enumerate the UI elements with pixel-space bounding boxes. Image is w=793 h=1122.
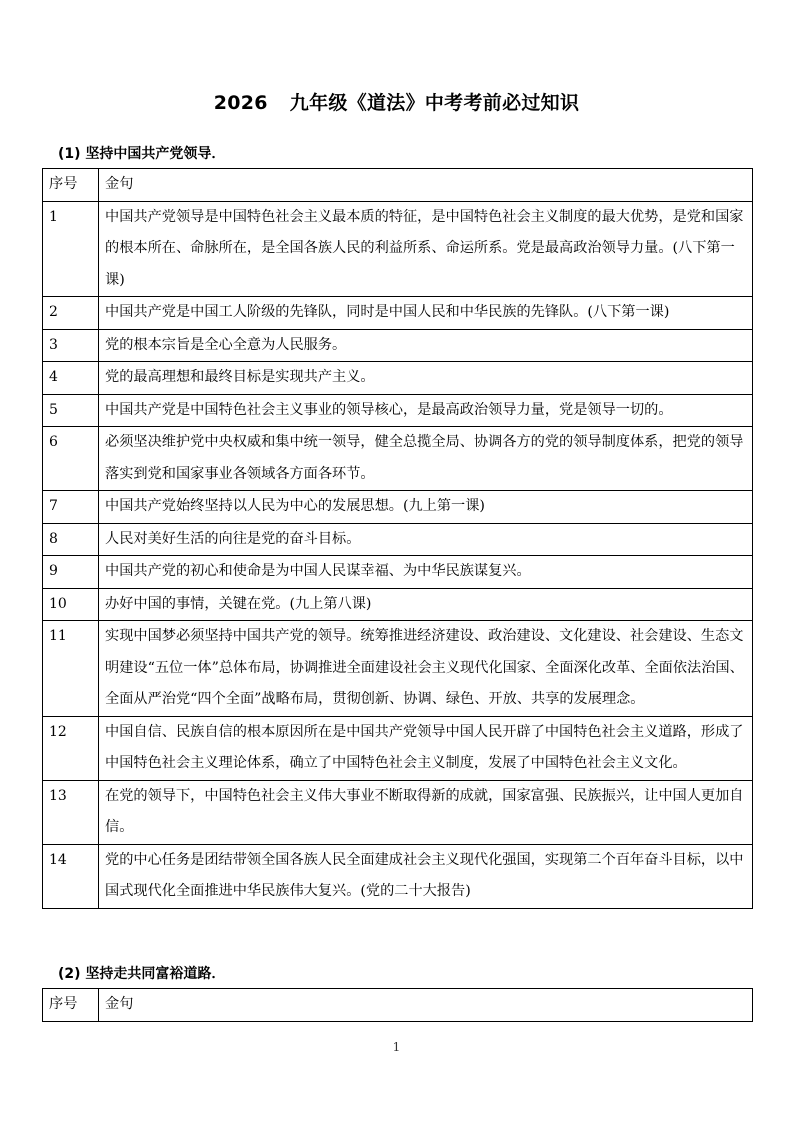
page-number: 1 [392, 1040, 401, 1054]
row-number: 14 [43, 844, 99, 908]
table-row [43, 844, 753, 908]
row-number: 12 [43, 716, 99, 780]
row-text: 在党的领导下，中国特色社会主义伟大事业不断取得新的成就，国家富强、民族振兴，让中国人更加自信。 [99, 780, 753, 844]
row-number: 10 [43, 588, 99, 621]
row-text: 中国共产党始终坚持以人民为中心的发展思想。(九上第一课) [99, 491, 753, 524]
row-number: 1 [43, 201, 99, 297]
table-row [43, 297, 753, 330]
row-text: 党的最高理想和最终目标是实现共产主义。 [99, 362, 753, 395]
row-number: 4 [43, 362, 99, 395]
row-number: 11 [43, 621, 99, 717]
column-header-quote: 金句 [99, 989, 753, 1022]
table-row [43, 491, 753, 524]
table-row [43, 716, 753, 780]
row-text: 中国共产党是中国特色社会主义事业的领导核心，是最高政治领导力量，党是领导一切的。 [99, 394, 753, 427]
row-text: 实现中国梦必须坚持中国共产党的领导。统筹推进经济建设、政治建设、文化建设、社会建设、生态文明建设“五位一体”总体布局，协调推进全面建设社会主义现代化国家、全面深化改革、全面依法治国、全面从严治党“四个全面”战略布局，贯彻创新、协调、绿色、开放、共享的发展理念。 [99, 621, 753, 717]
quotes-table-1 [42, 168, 753, 909]
title-text: 九年级《道法》中考考前必过知识 [289, 92, 580, 114]
table-row [43, 394, 753, 427]
table-row [43, 780, 753, 844]
row-text: 中国共产党的初心和使命是为中国人民谋幸福、为中华民族谋复兴。 [99, 556, 753, 589]
row-text: 中国共产党是中国工人阶级的先锋队，同时是中国人民和中华民族的先锋队。(八下第一课) [99, 297, 753, 330]
table-row [43, 362, 753, 395]
row-number: 3 [43, 329, 99, 362]
row-text: 党的根本宗旨是全心全意为人民服务。 [99, 329, 753, 362]
row-number: 7 [43, 491, 99, 524]
row-text: 中国自信、民族自信的根本原因所在是中国共产党领导中国人民开辟了中国特色社会主义道路，形成了中国特色社会主义理论体系，确立了中国特色社会主义制度，发展了中国特色社会主义文化。 [99, 716, 753, 780]
row-number: 2 [43, 297, 99, 330]
column-header-quote: 金句 [99, 169, 753, 202]
row-text: 中国共产党领导是中国特色社会主义最本质的特征，是中国特色社会主义制度的最大优势，是党和国家的根本所在、命脉所在，是全国各族人民的利益所系、命运所系。党是最高政治领导力量。(八下第一课) [99, 201, 753, 297]
table-header-row [43, 989, 753, 1022]
section-heading-1: (1) 坚持中国共产党领导． [58, 146, 226, 162]
table-row [43, 523, 753, 556]
section-heading-2: (2) 坚持走共同富裕道路． [58, 966, 226, 982]
table-row [43, 427, 753, 491]
table-row [43, 588, 753, 621]
row-number: 8 [43, 523, 99, 556]
row-text: 必须坚决维护党中央权威和集中统一领导，健全总揽全局、协调各方的党的领导制度体系，把党的领导落实到党和国家事业各领域各方面各环节。 [99, 427, 753, 491]
table-row [43, 201, 753, 297]
table-row [43, 621, 753, 717]
row-number: 9 [43, 556, 99, 589]
quotes-table-2 [42, 988, 753, 1022]
row-number: 6 [43, 427, 99, 491]
table-row [43, 329, 753, 362]
row-number: 13 [43, 780, 99, 844]
table-row [43, 556, 753, 589]
title-year: 2026 [213, 92, 268, 114]
row-text: 人民对美好生活的向往是党的奋斗目标。 [99, 523, 753, 556]
column-header-number: 序号 [43, 989, 99, 1022]
row-text: 办好中国的事情，关键在党。(九上第八课) [99, 588, 753, 621]
column-header-number: 序号 [43, 169, 99, 202]
table-header-row [43, 169, 753, 202]
row-text: 党的中心任务是团结带领全国各族人民全面建成社会主义现代化强国，实现第二个百年奋斗目标，以中国式现代化全面推进中华民族伟大复兴。(党的二十大报告) [99, 844, 753, 908]
document-title [0, 88, 793, 115]
row-number: 5 [43, 394, 99, 427]
